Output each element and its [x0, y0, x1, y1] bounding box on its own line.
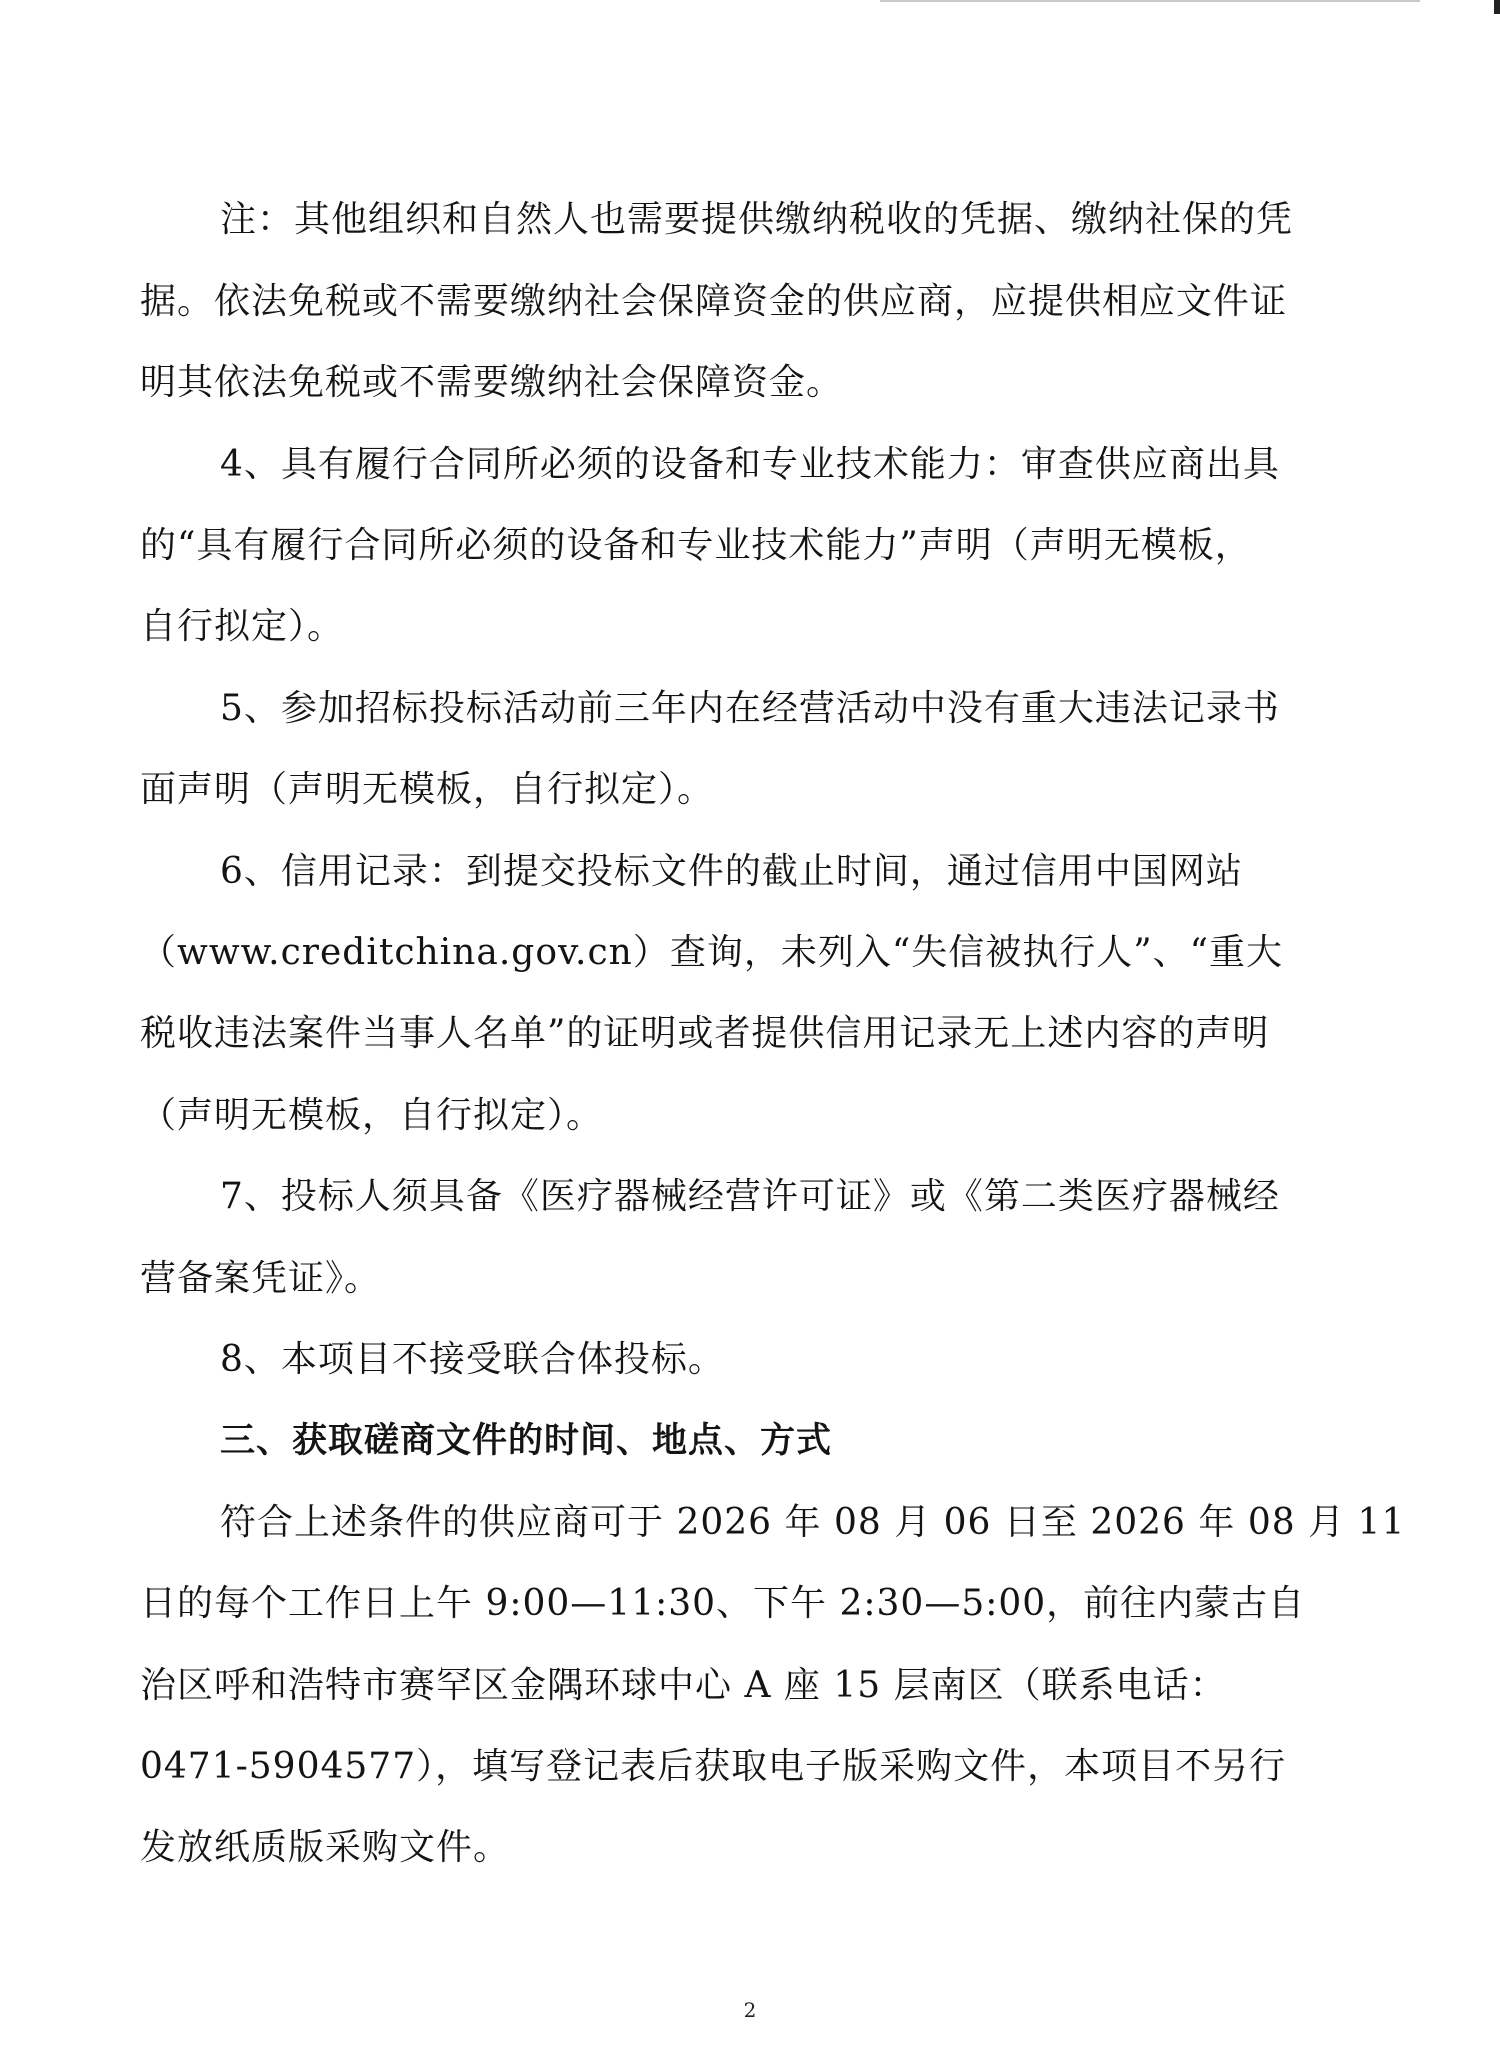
- page-number: 2: [743, 1998, 757, 2022]
- note-line-1: 注：其他组织和自然人也需要提供缴纳税收的凭据、缴纳社保的凭: [220, 199, 1294, 240]
- item-4-line-3: 自行拟定）。: [140, 606, 345, 647]
- item-6-line-1: 6、信用记录：到提交投标文件的截止时间，通过信用中国网站: [220, 851, 1243, 892]
- section-3-line-3: 治区呼和浩特市赛罕区金隅环球中心 A 座 15 层南区（联系电话：: [140, 1665, 1227, 1706]
- item-4-line-2: 的“具有履行合同所必须的设备和专业技术能力”声明（声明无模板，: [140, 525, 1252, 566]
- section-3-line-4: 0471-5904577），填写登记表后获取电子版采购文件，本项目不另行: [140, 1746, 1287, 1787]
- note-line-3: 明其依法免税或不需要缴纳社会保障资金。: [140, 362, 844, 403]
- item-5-line-1: 5、参加招标投标活动前三年内在经营活动中没有重大违法记录书: [220, 688, 1280, 729]
- item-8-line-1: 8、本项目不接受联合体投标。: [220, 1339, 725, 1380]
- item-6-line-4: （声明无模板，自行拟定）。: [140, 1095, 604, 1136]
- note-line-2: 据。依法免税或不需要缴纳社会保障资金的供应商，应提供相应文件证: [140, 281, 1288, 322]
- section-heading: 三、获取磋商文件的时间、地点、方式: [220, 1421, 833, 1461]
- scan-edge-mark: [880, 0, 1420, 2]
- section-3-line-1: 符合上述条件的供应商可于 2026 年 08 月 06 日至 2026 年 08 月 11: [220, 1502, 1406, 1543]
- item-6-line-2: （www.creditchina.gov.cn）查询，未列入“失信被执行人”、“重大: [140, 932, 1284, 973]
- item-5-line-2: 面声明（声明无模板，自行拟定）。: [140, 769, 715, 810]
- item-7-line-1: 7、投标人须具备《医疗器械经营许可证》或《第二类医疗器械经: [220, 1176, 1280, 1217]
- scan-corner-mark: [1494, 0, 1500, 14]
- item-4-line-1: 4、具有履行合同所必须的设备和专业技术能力：审查供应商出具: [220, 444, 1280, 485]
- section-3-line-5: 发放纸质版采购文件。: [140, 1827, 511, 1868]
- section-3-line-2: 日的每个工作日上午 9:00—11:30、下午 2:30—5:00，前往内蒙古自: [140, 1583, 1306, 1624]
- item-6-line-3: 税收违法案件当事人名单”的证明或者提供信用记录无上述内容的声明: [140, 1013, 1270, 1054]
- item-7-line-2: 营备案凭证》。: [140, 1258, 382, 1299]
